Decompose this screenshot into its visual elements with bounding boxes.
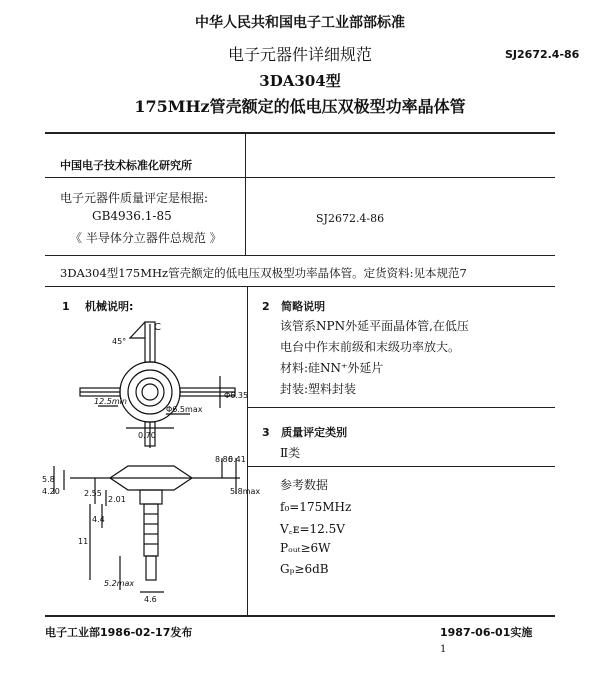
issue-date: 电子工业部1986-02-17发布: [45, 626, 193, 639]
quality-section-heading: 3 质量评定类别: [262, 426, 348, 439]
reference-data-title: 参考数据: [280, 478, 329, 492]
dim-58-label: 5.8: [42, 475, 55, 484]
dim-635-label: Φ6.35: [224, 391, 249, 400]
institute-name: 中国电子技术标准化研究所: [60, 159, 192, 172]
mechanical-drawing: [40, 318, 261, 610]
param-power: Pₒᵤₜ≥6W: [280, 541, 331, 555]
dim-44-label: 4.4: [92, 515, 105, 524]
param-voltage: V꜀ᴇ=12.5V: [280, 522, 345, 536]
dim-255-label: 2.55: [84, 489, 102, 498]
table-col-divider: [245, 133, 246, 255]
dim-125-label: 12.5min: [94, 397, 127, 406]
model-title: 3DA304型: [259, 72, 341, 90]
stud-thread: [144, 504, 158, 556]
dim-070-label: 0.70: [138, 431, 156, 440]
chamfer: [130, 322, 145, 338]
effective-date: 1987-06-01实施: [440, 626, 533, 639]
table-row-divider-2: [45, 255, 555, 256]
dim-65-label: Φ6.5max: [166, 405, 203, 414]
standard-number: SJ2672.4-86: [505, 48, 580, 61]
dim-420-label: 4.20: [42, 487, 60, 496]
param-frequency: f₀=175MHz: [280, 500, 352, 514]
brief-line-1: 该管系NPN外延平面晶体管,在低压: [280, 319, 469, 333]
basis-standard: GB4936.1-85: [92, 209, 172, 223]
stud-neck: [140, 490, 162, 504]
dim-041-label: 0.41: [228, 455, 246, 464]
dim-58max-label: 5.8max: [230, 487, 261, 496]
spec-title: 电子元器件详细规范: [227, 45, 372, 64]
param-gain: Gₚ≥6dB: [280, 562, 329, 576]
dim-46-label: 4.6: [144, 595, 157, 604]
material-line: 材料:硅NN⁺外延片: [280, 361, 384, 375]
dim-886-label: 8.86: [215, 455, 233, 464]
dim-11-label: 11: [78, 537, 89, 546]
collector-label: C: [154, 322, 161, 333]
basis-name: 《 半导体分立器件总规范 》: [70, 231, 222, 245]
brief-line-2: 电台中作末前级和末级功率放大。: [280, 340, 461, 354]
dim-201-label: 2.01: [108, 495, 126, 504]
table-row-divider-3: [45, 286, 555, 287]
package-ring: [136, 378, 164, 406]
national-standard-title: 中华人民共和国电子工业部部标准: [195, 15, 405, 31]
package-core: [142, 384, 158, 400]
mech-section-heading: 1 机械说明:: [62, 300, 134, 313]
summary-line: 3DA304型175MHz管壳额定的低电压双极型功率晶体管。定货资料:见本规范7: [60, 266, 467, 280]
right-standard-number: SJ2672.4-86: [316, 212, 385, 225]
page-number: 1: [440, 644, 447, 655]
section-divider-2: [248, 466, 555, 467]
table-row-divider: [45, 177, 555, 178]
angle-label: 45°: [112, 337, 127, 346]
footer-top-border: [45, 615, 555, 617]
package-line: 封装:塑料封装: [280, 382, 357, 396]
table-top-border: [45, 132, 555, 134]
dim-52-label: 5.2max: [104, 579, 135, 588]
basis-label: 电子元器件质量评定是根据:: [60, 191, 209, 205]
stud-tip: [146, 556, 156, 580]
brief-section-heading: 2 简略说明: [262, 300, 326, 313]
full-title: 175MHz管壳额定的低电压双极型功率晶体管: [134, 97, 466, 116]
quality-category: Ⅱ类: [280, 446, 301, 460]
section-divider: [248, 407, 555, 408]
